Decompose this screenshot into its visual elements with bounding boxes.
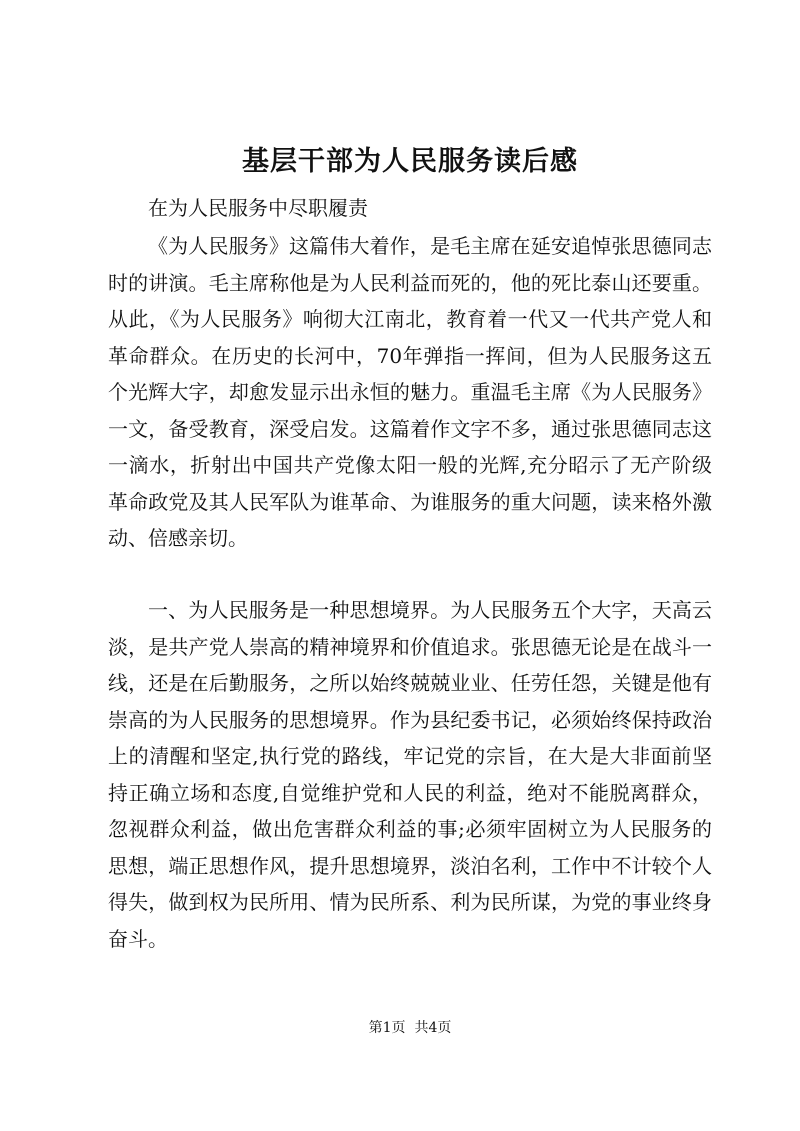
page-footer: 第1页 共4页: [368, 1020, 452, 1036]
document-title: 基层干部为人民服务读后感: [242, 146, 578, 177]
body-paragraph: 《为人民服务》这篇伟大着作，是毛主席在延安追悼张思德同志时的讲演。毛主席称他是为人民利益而死的，他的死比泰山还要重。从此，《为人民服务》响彻大江南北，教育着一代又一代共产党人和革命群众。在历史的长河中，70年弹指一挥间，但为人民服务这五个光辉大字，却愈发显示出永恒的魅力。重温毛主席《为人民服务》一文，备受教育，深受启发。这篇着作文字不多，通过张思德同志这一滴水，折射出中国共产党像太阳一般的光辉,充分昭示了无产阶级革命政党及其人民军队为谁革命、为谁服务的重大问题，读来格外激动、倍感亲切。: [108, 234, 712, 550]
body-paragraph: 一、为人民服务是一种思想境界。为人民服务五个大字，天高云淡，是共产党人崇高的精神境界和价值追求。张思德无论是在战斗一线，还是在后勤服务，之所以始终兢兢业业、任劳任怨，关键是他有崇高的为人民服务的思想境界。作为县纪委书记，必须始终保持政治上的清醒和坚定,执行党的路线，牢记党的宗旨，在大是大非面前坚持正确立场和态度,自觉维护党和人民的利益，绝对不能脱离群众，忽视群众利益，做出危害群众利益的事;必须牢固树立为人民服务的思想，端正思想作风，提升思想境界，淡泊名利，工作中不计较个人得失，做到权为民所用、情为民所系、利为民所谋，为党的事业终身奋斗。: [108, 598, 712, 951]
document-page: [108, 0, 712, 1131]
document-subtitle: 在为人民服务中尽职履责: [148, 196, 368, 220]
